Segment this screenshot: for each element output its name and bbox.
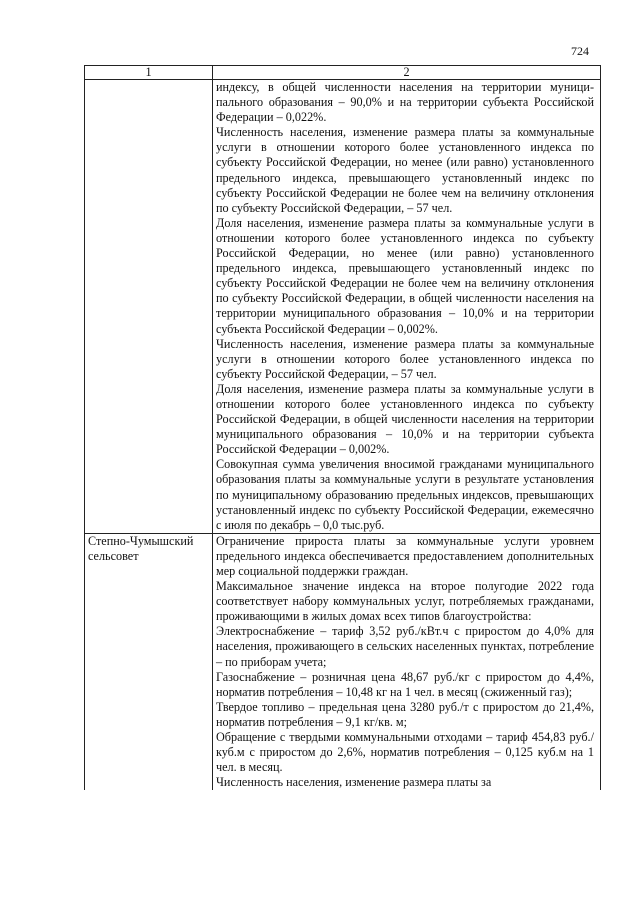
- municipality-cell: [85, 80, 213, 534]
- paragraph: Твердое топливо – предельная цена 3280 руб./т с приростом до 21,4%, норматив потребления – 9,1 кг/кв. м;: [216, 699, 594, 729]
- table-header-row: [85, 66, 601, 80]
- paragraph: Численность населения, изменение размера платы за коммунальные услуги в отношении которого более установленного индекса по субъекту Российской Федерации, но менее (или равно) установленного предельного индекса, превышающего установленный индекс по субъекту Российской Федерации не более чем на величину отклонения по субъекту Российской Федерации, – 57 чел.: [216, 125, 594, 215]
- paragraph: Численность населения, изменение размера платы за: [216, 775, 492, 790]
- page-number: 724: [571, 44, 589, 58]
- column-header-2: 2: [213, 66, 601, 80]
- document-table: [84, 65, 601, 790]
- table-row: [85, 533, 601, 790]
- table-row: [85, 80, 601, 534]
- paragraph: индексу, в общей численности населения на территории муниципального образования – 90,0% и на территории субъекта Российской Федерации – 0,022%.: [216, 80, 594, 125]
- paragraph: Газоснабжение – розничная цена 48,67 руб./кг с приростом до 4,4%, норматив потребления – 10,48 кг на 1 чел. в месяц (сжиженный газ);: [216, 669, 594, 699]
- paragraph: Доля населения, изменение размера платы за коммунальные услуги в отношении которого более установленного индекса по субъекту Российской Федерации, в общей численности населения на территории муниципального образования – 10,0% и на территории субъекта Российской Федерации – 0,002%.: [216, 381, 594, 457]
- paragraph: Доля населения, изменение размера платы за коммунальные услуги в отношении которого более установленного индекса по субъекту Российской Федерации, но менее (или равно) установленного предельного индекса, превышающего установленный индекс по субъекту Российской Федерации не более чем на величину отклонения по субъекту Российской Федерации, в общей численности населения на территории муниципального образования – 10,0% и на территории субъекта Российской Федерации – 0,002%.: [216, 215, 594, 336]
- paragraph: Ограничение прироста платы за коммунальные услуги уровнем предельного индекса обеспечивается предоставлением дополнительных мер социальной поддержки граждан.: [216, 533, 594, 578]
- paragraph: Электроснабжение – тариф 3,52 руб./кВт.ч с приростом до 4,0% для населения, проживающего в сельских населенных пунктах, потребление – по приборам учета;: [216, 624, 594, 669]
- paragraph: Совокупная сумма увеличения вносимой гражданами муниципального образования платы за коммунальные услуги в результате установления по муниципальному образованию предельных индексов, превышающих установленный индекс по субъекту Российской Федерации, ежемесячно с июля по декабрь – 0,0 тыс.руб.: [216, 457, 594, 532]
- description-cell: [213, 533, 601, 790]
- paragraph: Численность населения, изменение размера платы за коммунальные услуги в отношении которого более установленного индекса по субъекту Российской Федерации, – 57 чел.: [216, 336, 594, 381]
- column-header-1: 1: [85, 66, 213, 80]
- paragraph: Обращение с твердыми коммунальными отходами – тариф 454,83 руб./куб.м с приростом до 2,6%, норматив потребления – 0,125 куб.м на 1 чел. в месяц.: [216, 730, 594, 775]
- paragraph: Максимальное значение индекса на второе полугодие 2022 года соответствует набору коммунальных услуг, потребляемых гражданами, проживающими в жилых домах всех типов благоустройства:: [216, 579, 594, 624]
- description-cell: [213, 80, 601, 534]
- municipality-cell: Степно-Чумышский сельсовет: [85, 533, 213, 790]
